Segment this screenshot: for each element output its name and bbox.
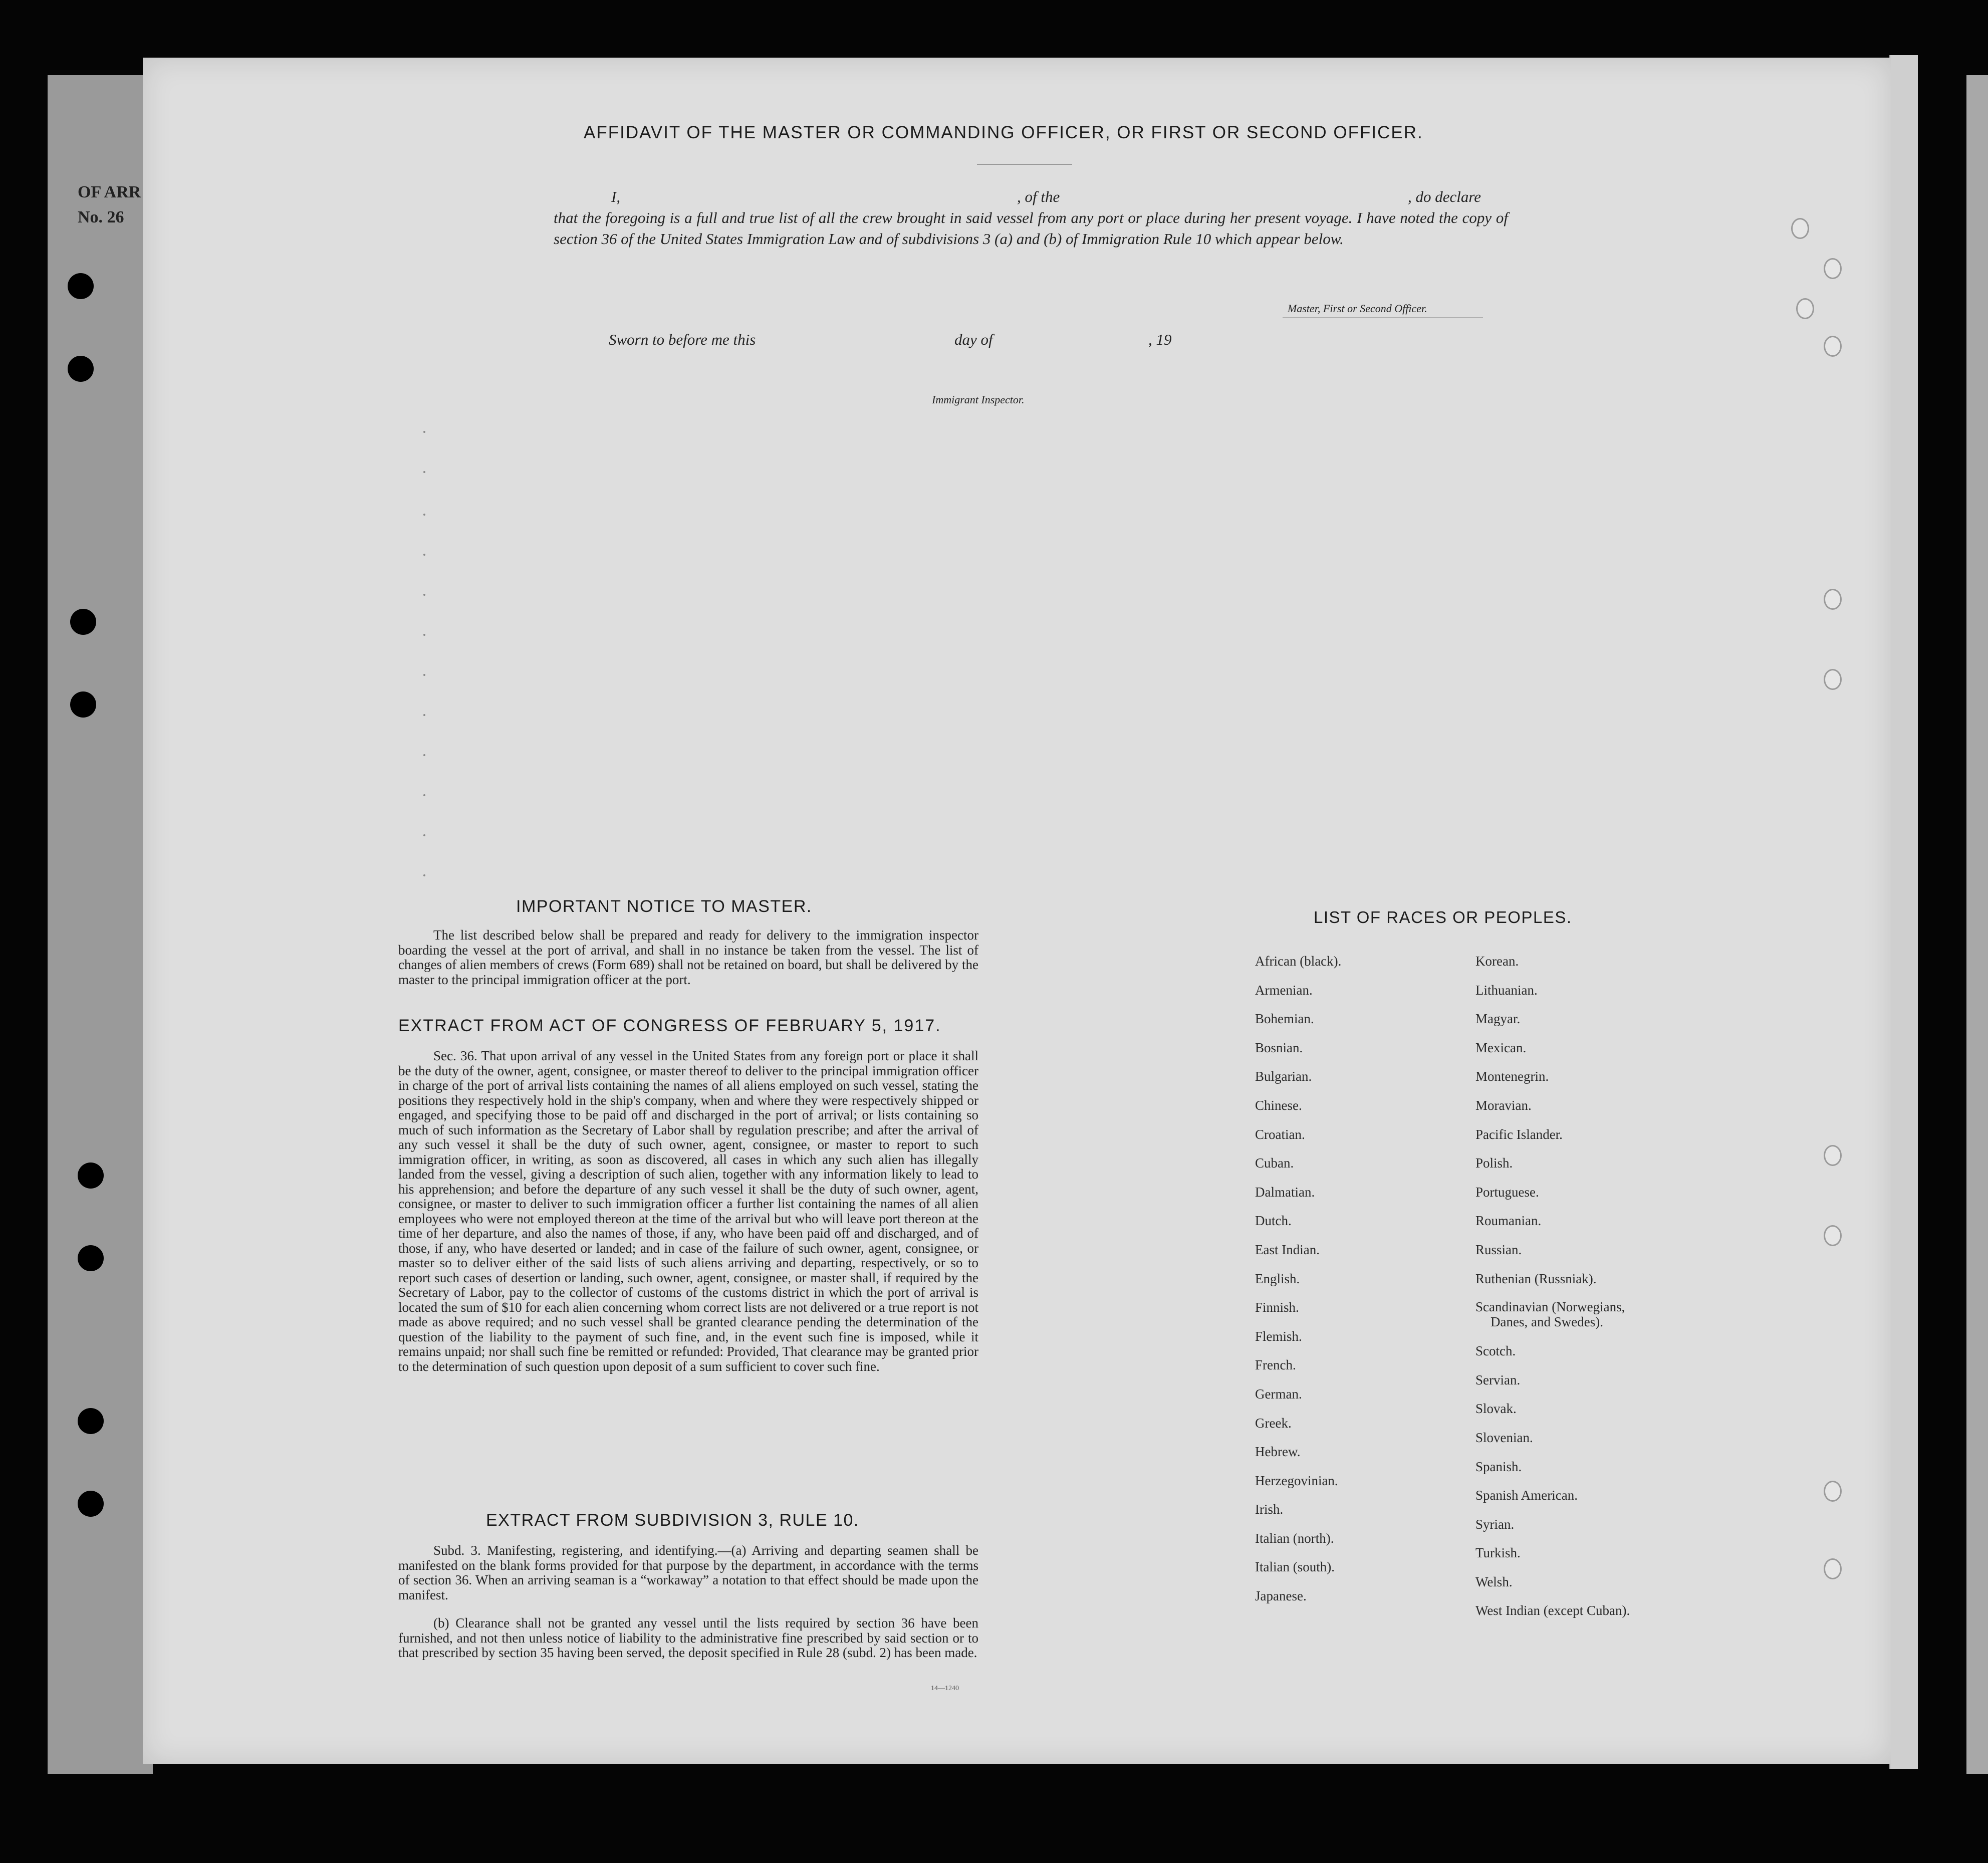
affidavit-line-of-the: , of the	[1017, 188, 1060, 205]
inspector-label: Immigrant Inspector.	[932, 393, 1025, 406]
race-item: Croatian.	[1255, 1126, 1305, 1142]
left-binding-strip	[48, 75, 153, 1774]
race-item: Herzegovinian.	[1255, 1473, 1338, 1488]
binder-ring	[1824, 1145, 1842, 1166]
sworn-text: Sworn to before me this	[609, 331, 756, 348]
binder-ring	[1824, 1558, 1842, 1579]
race-item: Welsh.	[1475, 1574, 1513, 1589]
race-item: Bulgarian.	[1255, 1069, 1312, 1084]
race-item: Italian (south).	[1255, 1559, 1335, 1575]
race-item: Mexican.	[1475, 1040, 1527, 1055]
race-item: Magyar.	[1475, 1011, 1521, 1027]
year-text: , 19	[1148, 331, 1172, 348]
race-item: Irish.	[1255, 1502, 1284, 1517]
margin-dot	[423, 714, 425, 716]
races-heading: LIST OF RACES OR PEOPLES.	[1314, 908, 1572, 926]
punch-hole	[78, 1245, 104, 1271]
punch-hole	[78, 1491, 104, 1517]
punch-hole	[78, 1408, 104, 1434]
rule-extract-text-a: Subd. 3. Manifesting, registering, and identifying.—(a) Arriving and departing seamen shall be manifested on the blank forms provided for that purpose by the department, in accordance with the terms of section 36. When an arriving seaman is a “workaway” a notation to that effect should be made upon the manifest.	[398, 1543, 978, 1602]
race-item: East Indian.	[1255, 1242, 1320, 1257]
race-item: Bosnian.	[1255, 1040, 1303, 1055]
race-item: Polish.	[1475, 1155, 1513, 1171]
affidavit-line-declare: , do declare	[1408, 188, 1481, 205]
notice-heading: IMPORTANT NOTICE TO MASTER.	[516, 897, 812, 916]
race-item: Armenian.	[1255, 982, 1313, 998]
race-item: Ruthenian (Russniak).	[1475, 1271, 1597, 1286]
race-item: Spanish American.	[1475, 1488, 1578, 1503]
race-item: French.	[1255, 1357, 1296, 1373]
race-item: Hebrew.	[1255, 1444, 1301, 1460]
race-item: Spanish.	[1475, 1459, 1522, 1474]
race-item: Roumanian.	[1475, 1213, 1542, 1229]
left-fragment-text: OF ARR	[78, 183, 141, 201]
notice-text: The list described below shall be prepared and ready for delivery to the immigration inspector boarding the vessel at the port of arrival, and shall in no instance be taken from the vessel. The list of changes of alien members of crews (Form 689) shall not be retained on board, but shall be delivered by the master to the principal immigration officer at the port.	[398, 927, 978, 987]
master-signature-label: Master, First or Second Officer.	[1288, 302, 1427, 315]
right-binding-strip	[1966, 75, 1988, 1774]
act-extract-text: Sec. 36. That upon arrival of any vessel in the United States from any foreign port or place it shall be the duty of the owner, agent, consignee, or master thereof to deliver to the principal immigration officer in charge of the port of arrival lists containing the names of all aliens employed on such vessel, stating the positions they respectively hold in the ship's company, when and where they were respectively shipped or engaged, and specifying those to be paid off and discharged in the port of arrival; or lists containing so much of such information as the Secretary of Labor shall by regulation prescribe; and after the arrival of any such vessel it shall be the duty of such owner, agent, consignee, or master to report to such immigration officer, in writing, as soon as discovered, all cases in which any such alien has illegally landed from the vessel, giving a description of such alien, together with any information likely to lead to his apprehension; and before the departure of any such vessel it shall be the duty of such owner, agent, consignee, or master to deliver to such immigration officer a further list containing the names of all alien employees who were not employed thereon at the time of the arrival but who will leave port thereon at the time of her departure, and also the names of those, if any, who have been paid off and discharged, and of those, if any, who have deserted or landed; and in case of the failure of such owner, agent, consignee, or master so to deliver either of the said lists of such aliens arriving and departing, respectively, or so to report such cases of desertion or landing, such owner, agent, consignee, or master shall, if required by the Secretary of Labor, pay to the collector of customs of the customs district in which the port of arrival is located the sum of $10 for each alien concerning whom correct lists are not delivered or a true report is not made as above required; and no such vessel shall be granted clearance pending the determination of the question of the liability to the payment of such fine, and, in the event such fine is imposed, while it remains unpaid; nor shall such fine be remitted or refunded: Provided, That clearance may be granted prior to the determination of such question upon deposit of a sum sufficient to cover such fine.	[398, 1048, 978, 1374]
margin-dot	[423, 554, 425, 556]
binder-ring	[1796, 298, 1814, 319]
binder-ring	[1791, 218, 1809, 239]
margin-dot	[423, 471, 425, 473]
race-item: Slovenian.	[1475, 1430, 1533, 1445]
affidavit-body: that the foregoing is a full and true list of all the crew brought in said vessel from any port or place during her present voyage. I have noted the copy of section 36 of the United States Immigration Law and of subdivisions 3 (a) and (b) of Immigration Rule 10 which appear below.	[554, 209, 1508, 248]
race-item: Korean.	[1475, 954, 1519, 969]
race-item: Danes, and Swedes).	[1490, 1314, 1603, 1330]
left-fragment-text: No. 26	[78, 208, 124, 226]
punch-hole	[78, 1162, 104, 1189]
punch-hole	[68, 356, 94, 382]
race-item: English.	[1255, 1271, 1300, 1286]
race-item: Dalmatian.	[1255, 1184, 1315, 1200]
affidavit-line-i: I,	[611, 188, 621, 205]
race-item: Scotch.	[1475, 1343, 1516, 1359]
race-item: Cuban.	[1255, 1155, 1294, 1171]
race-item: Japanese.	[1255, 1588, 1307, 1604]
race-item: Flemish.	[1255, 1328, 1302, 1344]
binder-ring	[1824, 336, 1842, 357]
signature-line	[1283, 317, 1483, 318]
rule-extract-heading: EXTRACT FROM SUBDIVISION 3, RULE 10.	[486, 1511, 859, 1530]
race-item: Italian (north).	[1255, 1530, 1334, 1546]
races-column-1	[1255, 947, 1341, 1611]
race-item: Servian.	[1475, 1372, 1521, 1387]
margin-dot	[423, 634, 425, 636]
race-item: West Indian (except Cuban).	[1475, 1603, 1630, 1618]
margin-dot	[423, 594, 425, 596]
day-of-text: day of	[954, 331, 993, 348]
rule-extract-text-b: (b) Clearance shall not be granted any vessel until the lists required by section 36 have been furnished, and not then unless notice of liability to the administrative fine prescribed by said section or to that prescribed by section 35 having been served, the deposit specified in Rule 28 (subd. 2) has been made.	[398, 1615, 978, 1660]
margin-dot	[423, 754, 425, 756]
punch-hole	[70, 609, 96, 635]
race-item: Lithuanian.	[1475, 982, 1538, 998]
affidavit-title: AFFIDAVIT OF THE MASTER OR COMMANDING OFFICER, OR FIRST OR SECOND OFFICER.	[584, 123, 1423, 142]
race-item: Slovak.	[1475, 1401, 1517, 1417]
race-item: Finnish.	[1255, 1300, 1299, 1315]
margin-dot	[423, 834, 425, 836]
margin-dot	[423, 431, 425, 433]
binder-ring	[1824, 669, 1842, 690]
race-item: Greek.	[1255, 1415, 1292, 1431]
race-item: Pacific Islander.	[1475, 1126, 1563, 1142]
page-stack-edge	[1889, 55, 1918, 1769]
race-item: German.	[1255, 1386, 1302, 1402]
races-column-2	[1475, 947, 1630, 1625]
race-item: Montenegrin.	[1475, 1069, 1549, 1084]
race-item: Dutch.	[1255, 1213, 1292, 1229]
margin-dot	[423, 514, 425, 516]
race-item: Scandinavian (Norwegians,	[1475, 1299, 1625, 1315]
race-item: Chinese.	[1255, 1097, 1302, 1113]
form-number: 14—1240	[931, 1685, 959, 1692]
binder-ring	[1824, 258, 1842, 279]
punch-hole	[70, 691, 96, 718]
binder-ring	[1824, 1481, 1842, 1502]
race-item: Turkish.	[1475, 1545, 1521, 1561]
race-item: Syrian.	[1475, 1516, 1515, 1532]
affidavit-text	[554, 186, 1508, 250]
race-item: Moravian.	[1475, 1097, 1532, 1113]
race-item: Portuguese.	[1475, 1184, 1539, 1200]
act-extract-heading: EXTRACT FROM ACT OF CONGRESS OF FEBRUARY 5, 1917.	[398, 1016, 941, 1035]
margin-dot	[423, 674, 425, 676]
divider-rule	[977, 164, 1072, 165]
margin-dot	[423, 794, 425, 796]
margin-dot	[423, 874, 425, 876]
punch-hole	[68, 273, 94, 299]
race-item: African (black).	[1255, 954, 1342, 969]
race-item: Bohemian.	[1255, 1011, 1314, 1027]
binder-ring	[1824, 1225, 1842, 1246]
binder-ring	[1824, 589, 1842, 610]
race-item: Russian.	[1475, 1242, 1522, 1257]
